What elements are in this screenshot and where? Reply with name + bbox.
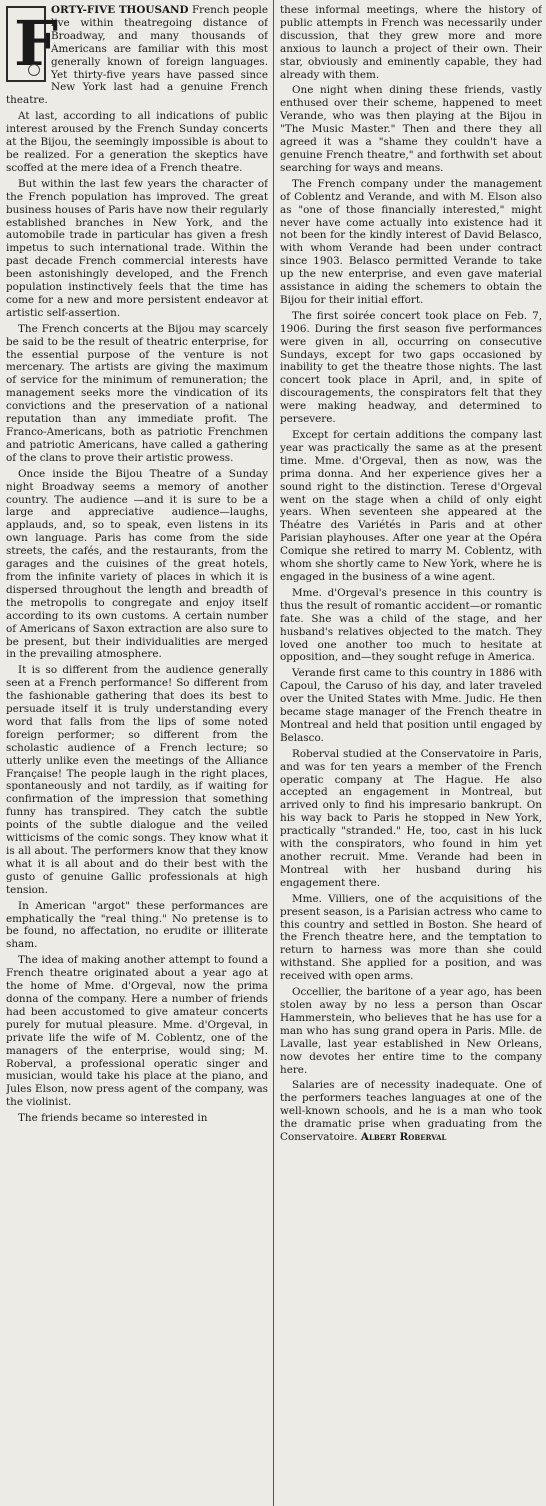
column-rule <box>273 0 274 1506</box>
paragraph: Except for certain additions the company last year was practically the same as at the present time. Mme. d'Orgeval, then as now, was the prima donna. And her experience gives her a sound right to the distinction. Terese d'Orgeval went on the stage when a child of only eight years. When seventeen she appeared at the Théatre des Variétés in Paris and at other Parisian playhouses. After one year at the Opéra Comique she retired to marry M. Coblentz, with whom she shortly came to New York, where he is engaged in the business of a wine agent. <box>280 429 542 583</box>
paragraph: At last, according to all indications of public interest aroused by the French Sunday concerts at the Bijou, the seemingly impossible is about to be realized. For a generation the skeptics have scoffed at the mere idea of a French theatre. <box>6 110 268 174</box>
lead-words: ORTY-FIVE THOUSAND <box>51 4 189 16</box>
paragraph: The French concerts at the Bijou may scarcely be said to be the result of theatric enterprise, for the essential purpose of the venture is not mercenary. The artists are giving the maximum of service for the minimum of remuneration; the management seeks more the vindication of its convictions and the preservation of a national reputation than any immediate profit. The Franco-Americans, both as patriotic Frenchmen and patriotic Americans, have called a gathering of the clans to prove their artistic prowess. <box>6 322 268 464</box>
dropcap-ornament <box>6 6 59 82</box>
paragraph: Salaries are of necessity inadequate. One of the performers teaches languages at one of the well-known schools, and he is a man who took the dramatic prise when graduating from the Conservatoire. <box>280 1079 542 1144</box>
author-signature: Albert Roberval <box>360 1131 447 1144</box>
paragraph: Mme. Villiers, one of the acquisitions of the present season, is a Parisian actress who came to this country and settled in Boston. She heard of the French theatre here, and the temptation to return to harness was more than she could withstand. She applied for a position, and was received with open arms. <box>280 892 542 983</box>
left-column <box>6 4 268 1504</box>
final-paragraph <box>280 1079 542 1144</box>
right-column <box>280 4 542 1504</box>
paragraph: The idea of making another attempt to found a French theatre originated about a year ago at the home of Mme. d'Orgeval, now the prima donna of the company. Here a number of friends had been accustomed to give amateur concerts purely for mutual pleasure. Mme. d'Orgeval, in private life the wife of M. Coblentz, one of the managers of the enterprise, would sing; M. Roberval, a professional operatic singer and musician, would take his place at the piano, and Jules Elson, now press agent of the company, was the violinist. <box>6 954 268 1109</box>
opening-paragraph <box>6 4 268 107</box>
dropcap-letter: F <box>14 7 59 80</box>
paragraph: French people live within theatregoing distance of Broadway, and many thousands of Americans are familiar with this most generally known of foreign languages. Yet thirty-five years have passed since New York last had a genuine French theatre. <box>6 4 268 107</box>
paragraph: In American "argot" these performances are emphatically the "real thing." No pretense is to be found, no affectation, no erudite or illiterate sham. <box>6 899 268 951</box>
paragraph: Occellier, the baritone of a year ago, has been stolen away by no less a person than Oscar Hammerstein, who believes that he has use for a man who has sung grand opera in Paris. Mlle. de Lavalle, last year established in New Orleans, now devotes her entire time to the company here. <box>280 986 542 1076</box>
paragraph: The friends became so interested in <box>18 1112 208 1125</box>
paragraph: It is so different from the audience generally seen at a French performance! So different from the fashionable gathering that does its best to persuade itself it is truly understanding every word that falls from the lips of some noted foreign performer; so different from the scholastic audience of a French lecture; so utterly unlike even the meetings of the Alliance Française! The people laugh in the right places, spontaneously and not tardily, as if waiting for confirmation of the impression that something funny has transpired. They catch the subtle points of the subtle dialogue and the veiled witticisms of the comic songs. They know what it is all about. The performers know that they know what it is all about and do their best with the gusto of genuine Gallic professionals at high tension. <box>6 664 268 896</box>
paragraph: The French company under the management of Coblentz and Verande, and with M. Elson also as "one of those financially interested," might never have come actually into existence had it not been for the kindly interest of David Belasco, with whom Verande had been under contract since 1903. Belasco permitted Verande to take up the new enterprise, and even gave material assistance in aiding the schemers to obtain the Bijou for their initial effort. <box>280 177 542 306</box>
paragraph: One night when dining these friends, vastly enthused over their scheme, happened to meet Verande, who was then playing at the Bijou in "The Music Master." Then and there they all agreed it was a "shame they couldn't have a genuine French theatre," and forthwith set about searching for ways and means. <box>280 84 542 174</box>
paragraph: Verande first came to this country in 1886 with Capoul, the Caruso of his day, and later traveled over the United States with Mme. Judic. He then became stage manager of the French theatre in Montreal and held that position until engaged by Belasco. <box>280 667 542 744</box>
paragraph: Roberval studied at the Conservatoire in Paris, and was for ten years a member of the French operatic company at The Hague. He also accepted an engagement in Montreal, but arrived only to find his impresario bankrupt. On his way back to Paris he stopped in New York, practically "stranded." He, too, cast in his luck with the conspirators, who found in him yet another recruit. Mme. Verande had been in Montreal with her husband during his engagement there. <box>280 747 542 889</box>
paragraph: The first soirée concert took place on Feb. 7, 1906. During the first season five performances were given in all, occurring on consecutive Sundays, except for two gaps occasioned by inability to get the theatre those nights. The last concert took place in April, and, in spite of discouragements, the conspirators felt that they were making headway, and determined to persevere. <box>280 309 542 426</box>
paragraph: But within the last few years the character of the French population has improved. The great business houses of Paris have now their regularly established branches in New York, and the automobile trade in particular has given a fresh impetus to such international trade. Within the past decade French commercial interests have been astonishingly developed, and the French population instinctively feels that the time has come for a new and more persistent endeavor at artistic self-assertion. <box>6 177 268 319</box>
paragraph: Once inside the Bijou Theatre of a Sunday night Broadway seems a memory of another country. The audience —and it is sure to be a large and appreciative audience—laughs, applauds, and, so to speak, even listens in its own language. Paris has come from the side streets, the cafés, and the restaurants, from the garages and the cuisines of the great hotels, from the infinite variety of places in which it is dispersed throughout the length and breadth of the metropolis to congregate and enjoy itself according to its own customs. A certain number of Americans of Saxon extraction are also sure to be present, but their individualities are merged in the prevailing atmosphere. <box>6 467 268 661</box>
paragraph: these informal meetings, where the history of public attempts in French was necessarily under discussion, that they grew more and more anxious to launch a project of their own. Their star, obviously and eminently capable, they had already with them. <box>280 4 542 81</box>
paragraph: Mme. d'Orgeval's presence in this country is thus the result of romantic accident—or romantic fate. She was a child of the stage, and her husband's relatives objected to the match. They loved one another too much to hesitate at opposition, and—they sought refuge in America. <box>280 586 542 664</box>
